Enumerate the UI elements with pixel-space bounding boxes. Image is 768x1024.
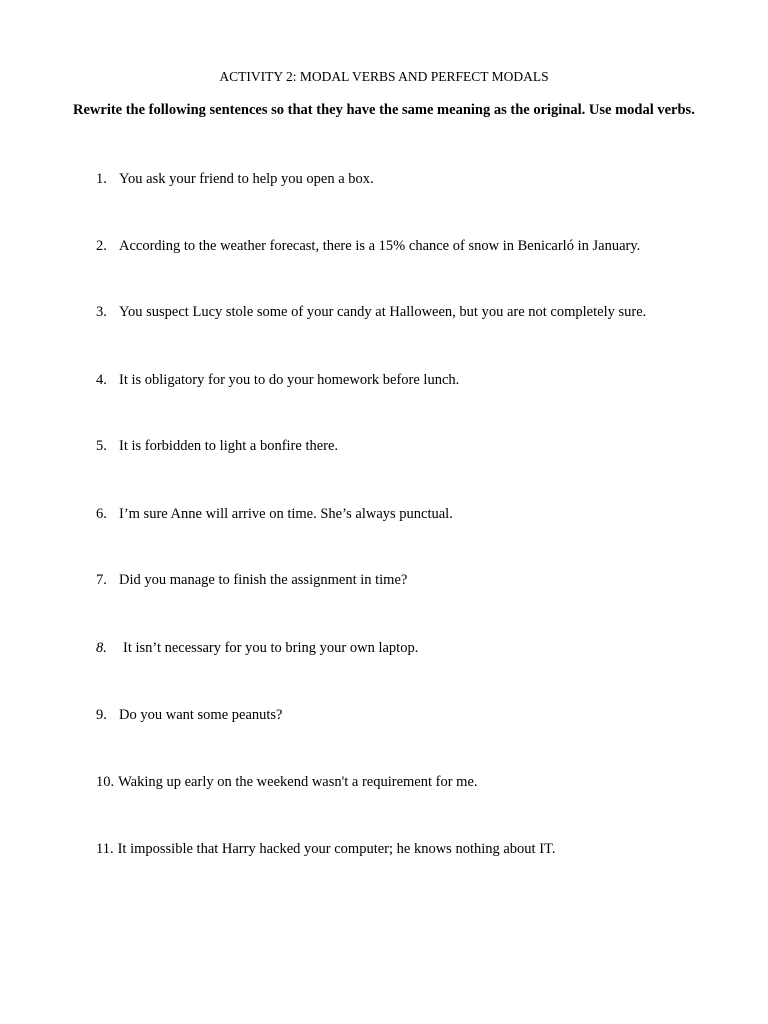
item-text: Waking up early on the weekend wasn't a requirement for me. — [118, 774, 478, 790]
item-number: 11. — [96, 841, 114, 857]
item-text: Did you manage to finish the assignment in time? — [119, 572, 408, 588]
item-number: 5. — [96, 438, 107, 454]
list-item — [96, 571, 716, 589]
item-number: 2. — [96, 238, 107, 254]
list-item — [96, 237, 716, 255]
item-text: You suspect Lucy stole some of your candy at Halloween, but you are not completely sure. — [119, 304, 647, 320]
item-number: 9. — [96, 707, 107, 723]
list-item — [96, 303, 716, 321]
item-number: 10. — [96, 774, 115, 790]
item-number: 8. — [96, 640, 107, 656]
item-text: According to the weather forecast, there is a 15% chance of snow in Benicarló in January. — [119, 238, 641, 254]
item-number: 7. — [96, 572, 107, 588]
item-text: It impossible that Harry hacked your computer; he knows nothing about IT. — [117, 841, 556, 857]
list-item — [96, 371, 716, 389]
item-text: I’m sure Anne will arrive on time. She’s always punctual. — [119, 506, 453, 522]
list-item — [96, 639, 716, 657]
item-text: You ask your friend to help you open a box. — [119, 171, 374, 187]
list-item — [96, 840, 716, 858]
list-item — [96, 706, 716, 724]
item-number: 6. — [96, 506, 107, 522]
item-number: 1. — [96, 171, 107, 187]
list-item — [96, 437, 716, 455]
list-item — [96, 505, 716, 523]
item-text: It isn’t necessary for you to bring your own laptop. — [123, 640, 419, 656]
item-text: Do you want some peanuts? — [119, 707, 283, 723]
item-number: 4. — [96, 372, 107, 388]
item-number: 3. — [96, 304, 107, 320]
document-title: ACTIVITY 2: MODAL VERBS AND PERFECT MODALS — [219, 69, 549, 84]
item-text: It is forbidden to light a bonfire there. — [119, 438, 339, 454]
list-item — [96, 170, 716, 188]
instructions-text: Rewrite the following sentences so that they have the same meaning as the original. Use modal verbs. — [73, 102, 695, 118]
item-text: It is obligatory for you to do your homework before lunch. — [119, 372, 460, 388]
list-item — [96, 773, 716, 791]
